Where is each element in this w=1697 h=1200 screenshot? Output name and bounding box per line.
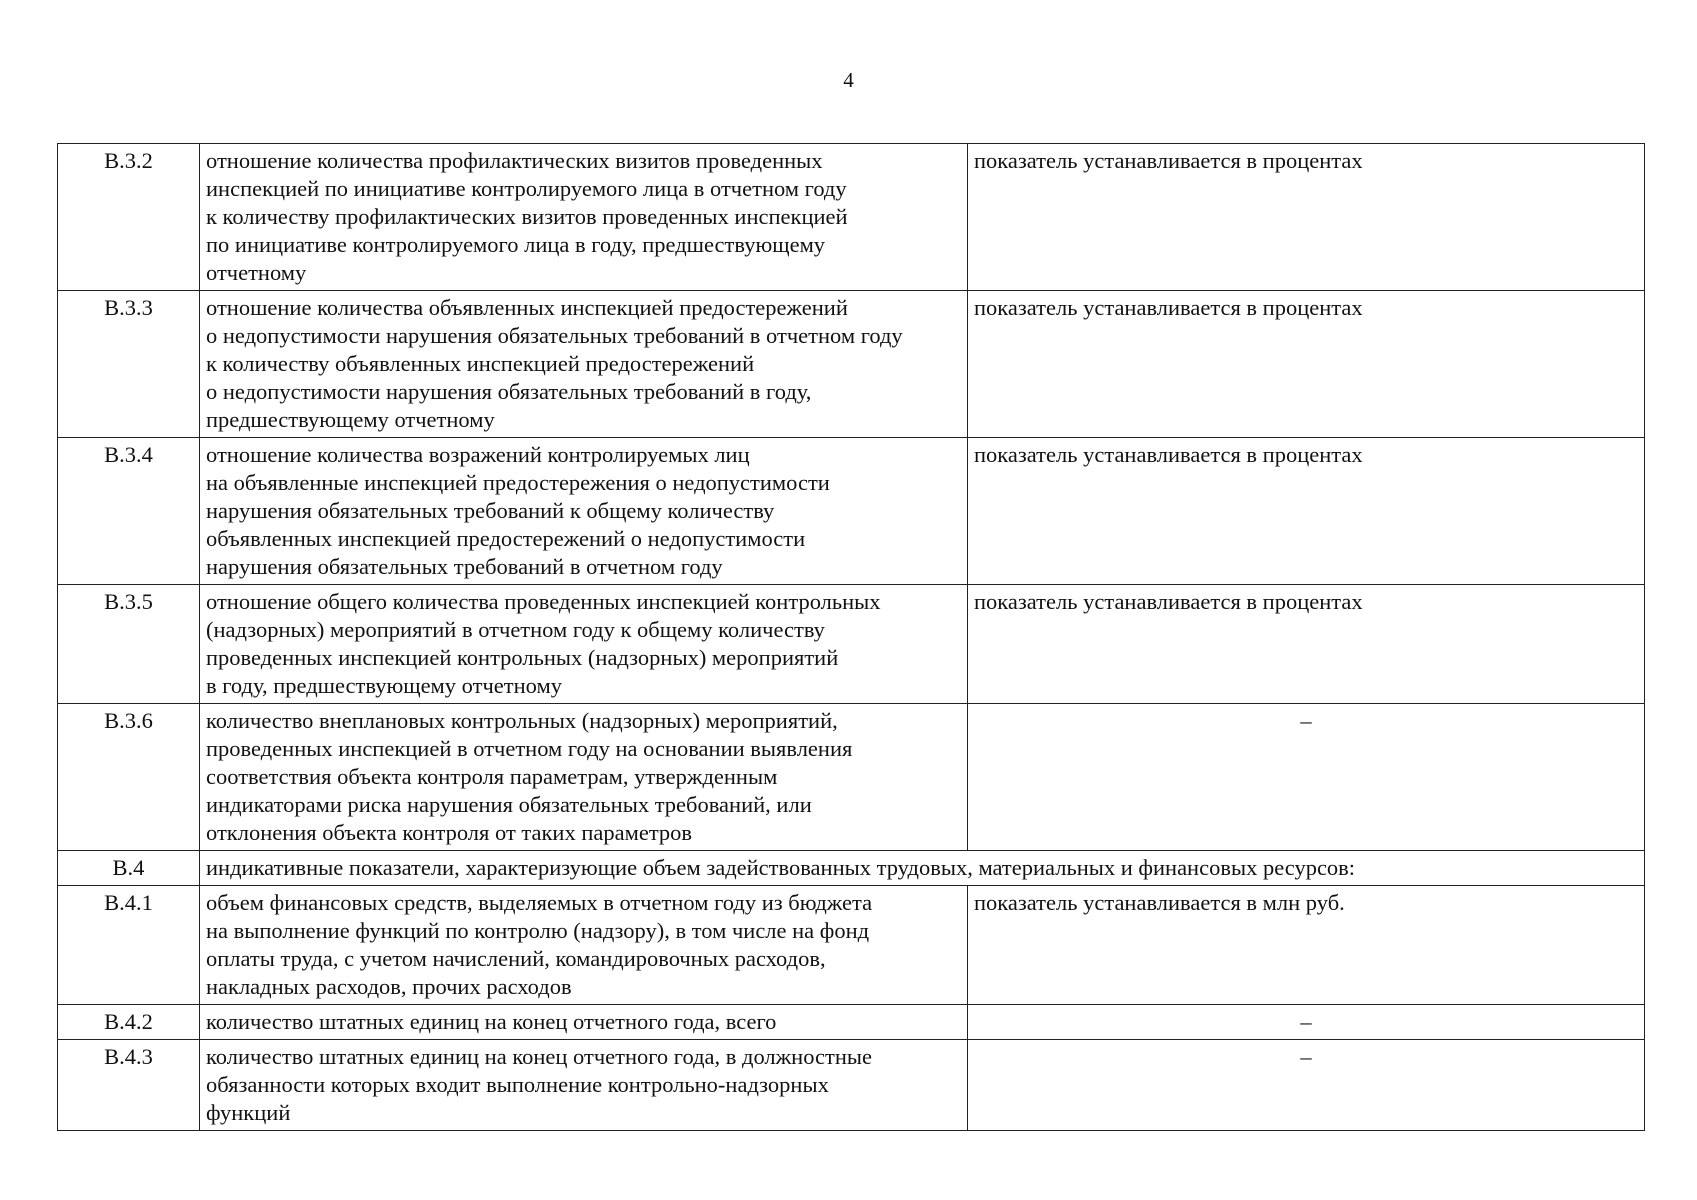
indicator-note: показатель устанавливается в процентах [968,585,1645,704]
indicator-code: В.3.5 [58,585,200,704]
table-row [58,585,1645,704]
table-row [58,886,1645,1005]
indicator-code: В.4.3 [58,1040,200,1131]
table-row [58,704,1645,851]
indicator-code: В.4.2 [58,1005,200,1040]
indicator-code: В.3.6 [58,704,200,851]
indicator-note: – [968,704,1645,851]
indicator-code: В.3.4 [58,438,200,585]
table-row [58,291,1645,438]
indicators-table [57,143,1645,1131]
indicator-description: количество внеплановых контрольных (надзорных) мероприятий, проведенных инспекцией в отчетном году на основании выявления соответствия объекта контроля параметрам, утвержденным индикаторами риска нарушения обязательных требований, или отклонения объекта контроля от таких параметров [200,704,968,851]
indicator-note: показатель устанавливается в процентах [968,291,1645,438]
table-row [58,1005,1645,1040]
section-title: индикативные показатели, характеризующие объем задействованных трудовых, материальных и финансовых ресурсов: [200,851,1645,886]
indicator-note: – [968,1040,1645,1131]
table-row [58,1040,1645,1131]
indicator-description: отношение количества возражений контролируемых лиц на объявленные инспекцией предостережения о недопустимости нарушения обязательных требований к общему количеству объявленных инспекцией предостережений о недопустимости нарушения обязательных требований в отчетном году [200,438,968,585]
indicator-note: – [968,1005,1645,1040]
indicator-description: отношение количества объявленных инспекцией предостережений о недопустимости нарушения обязательных требований в отчетном году к количеству объявленных инспекцией предостережений о недопустимости нарушения обязательных требований в году, предшествующему отчетному [200,291,968,438]
section-row [58,851,1645,886]
table-row [58,438,1645,585]
indicator-description: объем финансовых средств, выделяемых в отчетном году из бюджета на выполнение функций по контролю (надзору), в том числе на фонд оплаты труда, с учетом начислений, командировочных расходов, накладных расходов, прочих расходов [200,886,968,1005]
indicator-code: В.3.3 [58,291,200,438]
indicator-code: В.3.2 [58,144,200,291]
indicator-description: отношение общего количества проведенных инспекцией контрольных (надзорных) мероприятий в отчетном году к общему количеству проведенных инспекцией контрольных (надзорных) мероприятий в году, предшествующему отчетному [200,585,968,704]
indicator-code: В.4.1 [58,886,200,1005]
indicator-note: показатель устанавливается в процентах [968,438,1645,585]
section-code: В.4 [58,851,200,886]
indicator-description: отношение количества профилактических визитов проведенных инспекцией по инициативе контролируемого лица в отчетном году к количеству профилактических визитов проведенных инспекцией по инициативе контролируемого лица в году, предшествующему отчетному [200,144,968,291]
page-number: 4 [843,68,854,92]
indicator-description: количество штатных единиц на конец отчетного года, в должностные обязанности которых входит выполнение контрольно-надзорных функций [200,1040,968,1131]
table-row [58,144,1645,291]
indicator-note: показатель устанавливается в млн руб. [968,886,1645,1005]
indicator-description: количество штатных единиц на конец отчетного года, всего [200,1005,968,1040]
indicator-note: показатель устанавливается в процентах [968,144,1645,291]
